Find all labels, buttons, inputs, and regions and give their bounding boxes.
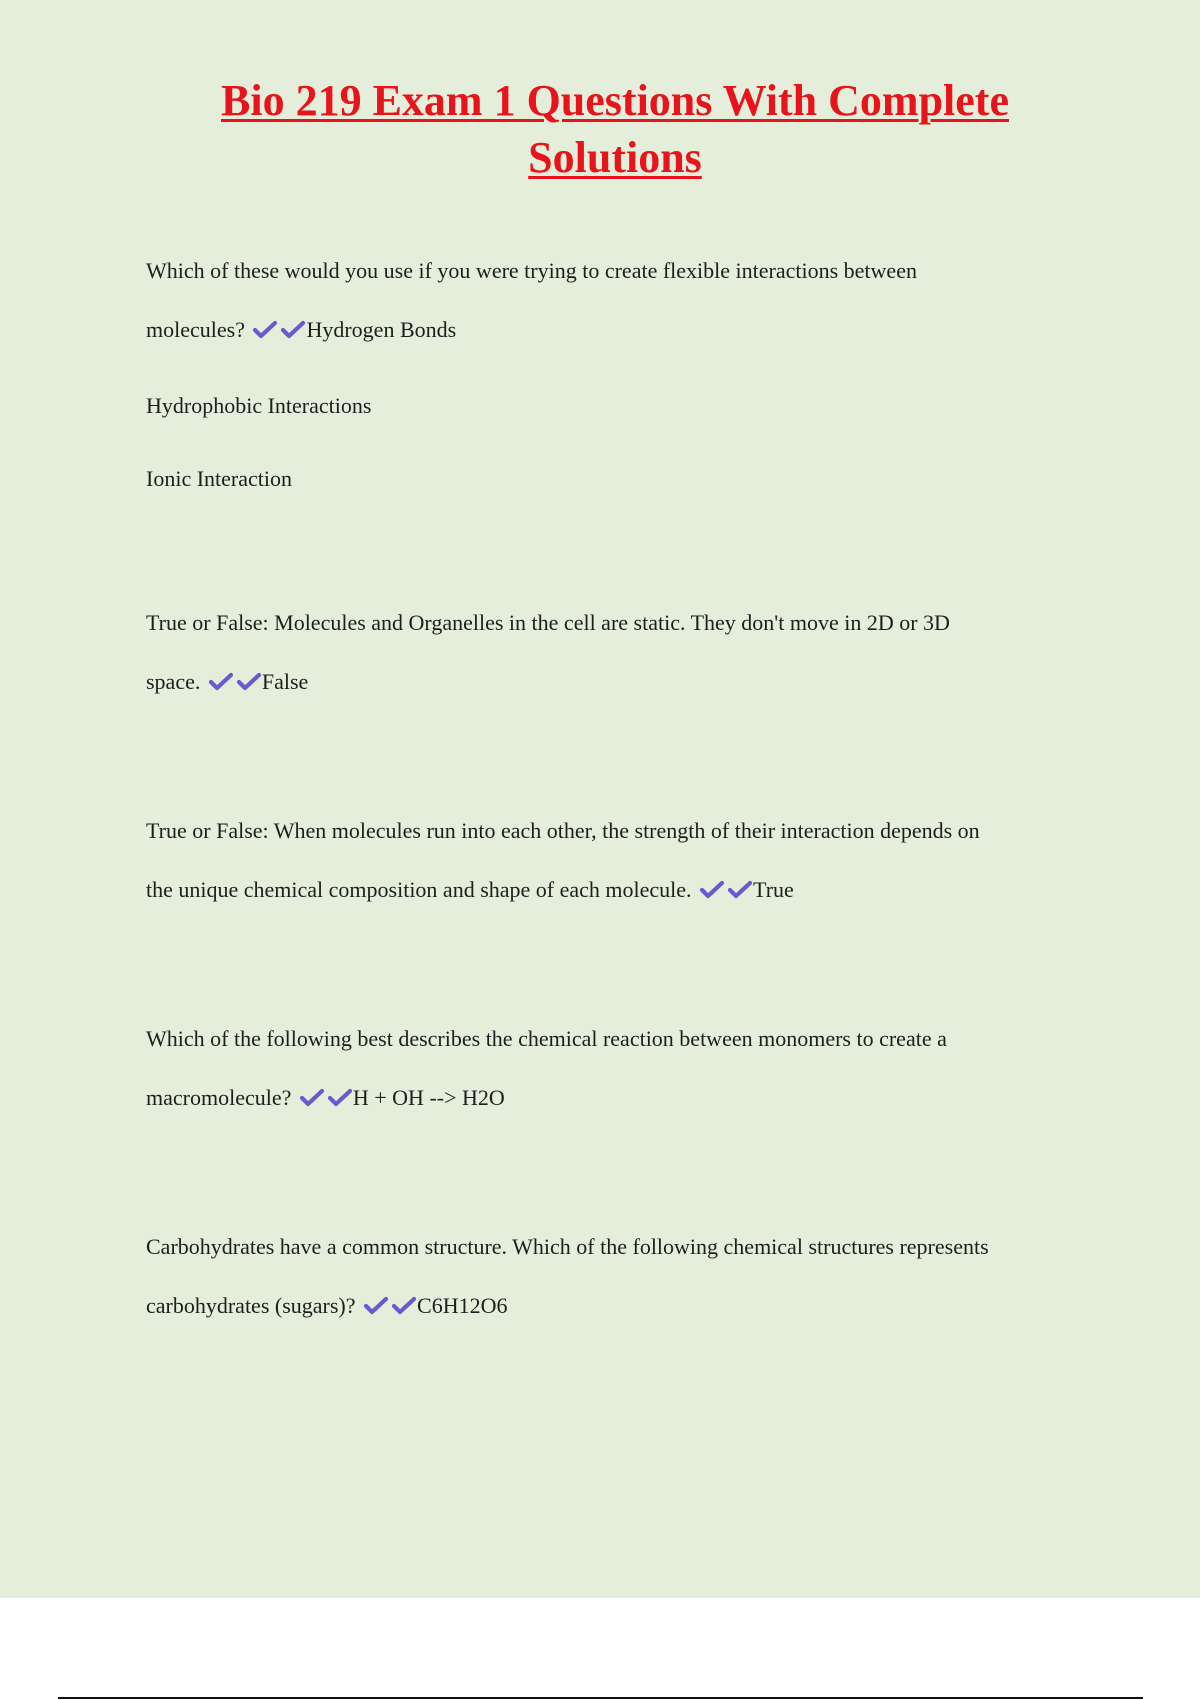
checkmark-icon <box>280 320 306 340</box>
question-4-prompt-end: macromolecule? <box>146 1085 292 1110</box>
checkmark-icon <box>236 672 262 692</box>
question-5-answer-text: C6H12O6 <box>417 1293 508 1318</box>
question-5-line-1: Carbohydrates have a common structure. Which of the following chemical structures represents <box>146 1234 989 1259</box>
question-3-answer <box>697 877 794 902</box>
question-5-line-2 <box>146 1276 1086 1335</box>
answer-continuation-line: Ionic Interaction <box>146 466 292 491</box>
question-2-answer <box>206 669 308 694</box>
question-2-prompt-end: space. <box>146 669 201 694</box>
question-3-answer-text: True <box>753 877 794 902</box>
question-5-answer <box>361 1293 507 1318</box>
checkmark-icon <box>727 880 753 900</box>
question-2-line-1: True or False: Molecules and Organelles in the cell are static. They don't move in 2D or 3D <box>146 610 950 635</box>
checkmark-icon <box>299 1088 325 1108</box>
question-4-line-2 <box>146 1068 1086 1127</box>
question-4-line-1: Which of the following best describes the chemical reaction between monomers to create a <box>146 1026 947 1051</box>
checkmark-icon <box>699 880 725 900</box>
question-1-line-2 <box>146 300 1086 359</box>
question-1-answer-text: Hydrogen Bonds <box>306 317 457 342</box>
question-2-line-2 <box>146 652 1086 711</box>
checkmark-icon <box>252 320 278 340</box>
footer-divider <box>58 1697 1143 1699</box>
question-1-prompt-end: molecules? <box>146 317 245 342</box>
question-4-answer <box>297 1085 505 1110</box>
checkmark-icon <box>391 1296 417 1316</box>
checkmark-icon <box>363 1296 389 1316</box>
checkmark-icon <box>208 672 234 692</box>
question-3-prompt-end: the unique chemical composition and shape of each molecule. <box>146 877 692 902</box>
document-title: Bio 219 Exam 1 Questions With Complete Solutions <box>221 76 1009 182</box>
answer-continuation-line: Hydrophobic Interactions <box>146 393 372 418</box>
question-3-line-1: True or False: When molecules run into each other, the strength of their interaction depends on <box>146 818 980 843</box>
checkmark-icon <box>327 1088 353 1108</box>
question-1-answer <box>250 317 456 342</box>
question-3-line-2 <box>146 860 1086 919</box>
question-5-prompt-end: carbohydrates (sugars)? <box>146 1293 356 1318</box>
question-4-answer-text: H + OH --> H2O <box>352 1085 505 1110</box>
question-2-answer-text: False <box>261 669 309 694</box>
question-1-line-1: Which of these would you use if you were trying to create flexible interactions between <box>146 258 917 283</box>
